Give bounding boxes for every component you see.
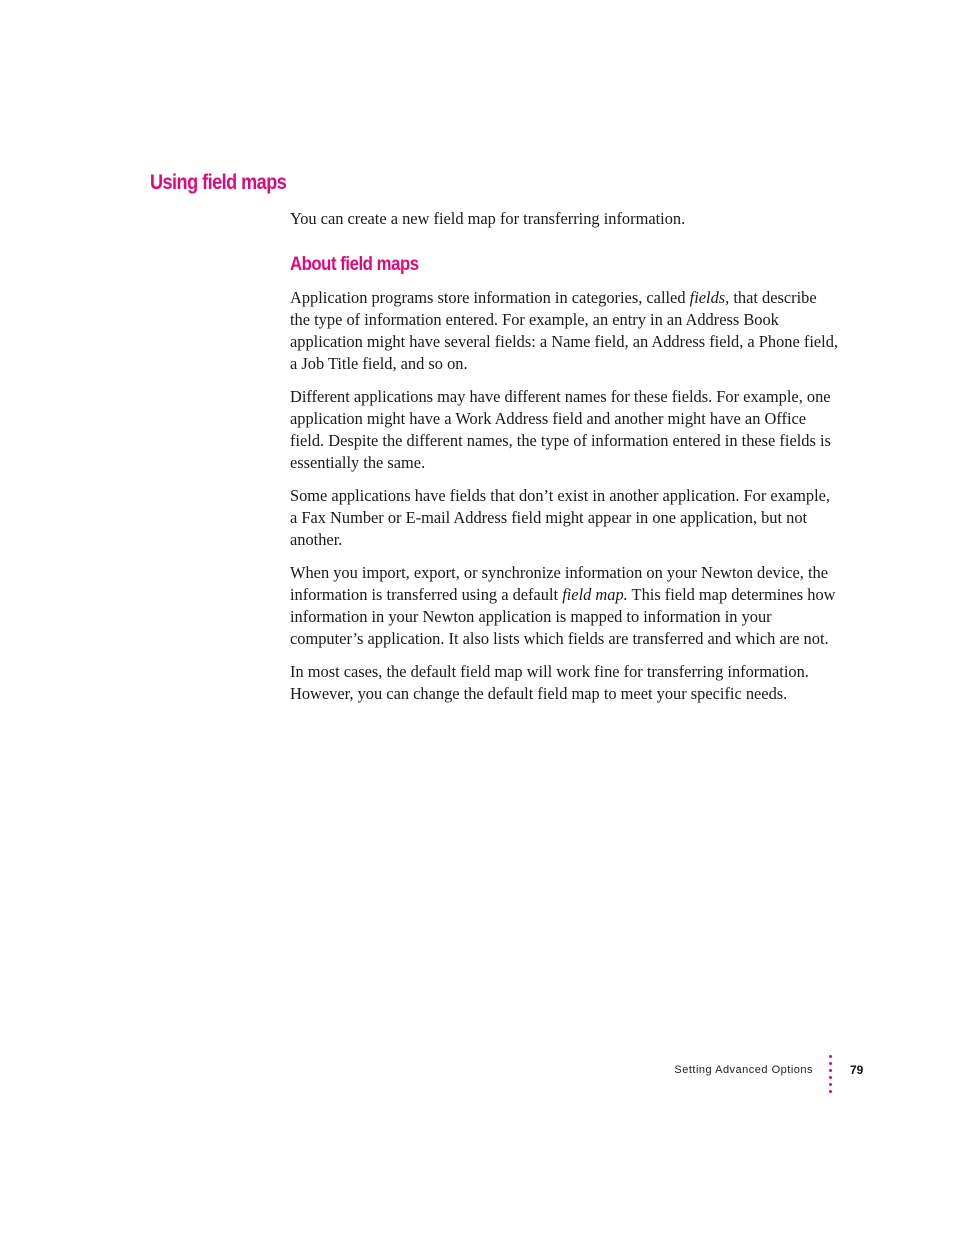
footer-dot-divider: [829, 1055, 833, 1095]
term-fields: fields,: [689, 288, 730, 307]
footer-dot: [829, 1083, 832, 1086]
footer-dot: [829, 1090, 832, 1093]
intro-paragraph: You can create a new field map for transferring information.: [290, 209, 686, 228]
term-field-map: field map.: [562, 585, 628, 604]
page-number: 79: [850, 1063, 864, 1077]
footer-dot: [829, 1062, 832, 1065]
footer-dot: [829, 1055, 832, 1058]
footer-dot: [829, 1069, 832, 1072]
footer-dot: [829, 1076, 832, 1079]
paragraph-fields: [290, 287, 840, 375]
paragraph-missing-fields: Some applications have fields that don’t exist in another application. For example, a Fax Number or E-mail Address field might appear in one application, but not another.: [290, 486, 831, 549]
paragraph-text: that describe the type of information entered. For example, an entry in an Address Book application might have several fields: a Name field, an Address field, a Phone field, a Job Title field, and so on.: [290, 288, 839, 373]
footer-chapter-title: Setting Advanced Options: [674, 1064, 813, 1076]
paragraph-text: This field map determines how information in your Newton application is mapped to information in your computer’s application. It also lists which fields are transferred and which are not.: [290, 585, 836, 648]
subsection-heading: About field maps: [290, 254, 419, 275]
body-column: [290, 208, 840, 716]
paragraph-text: Application programs store information in categories, called: [290, 288, 690, 307]
paragraph-default-map: In most cases, the default field map will work fine for transferring information. However, you can change the default field map to meet your specific needs.: [290, 662, 809, 703]
paragraph-text: When you import, export, or synchronize information on your Newton device, the information is transferred using a default: [290, 563, 829, 604]
section-heading: Using field maps: [150, 171, 287, 194]
paragraph-different-names: Different applications may have different names for these fields. For example, one application might have a Work Address field and another might have an Office field. Despite the different names, the type of information entered in these fields is essentially the same.: [290, 387, 831, 472]
paragraph-field-map: [290, 562, 840, 650]
